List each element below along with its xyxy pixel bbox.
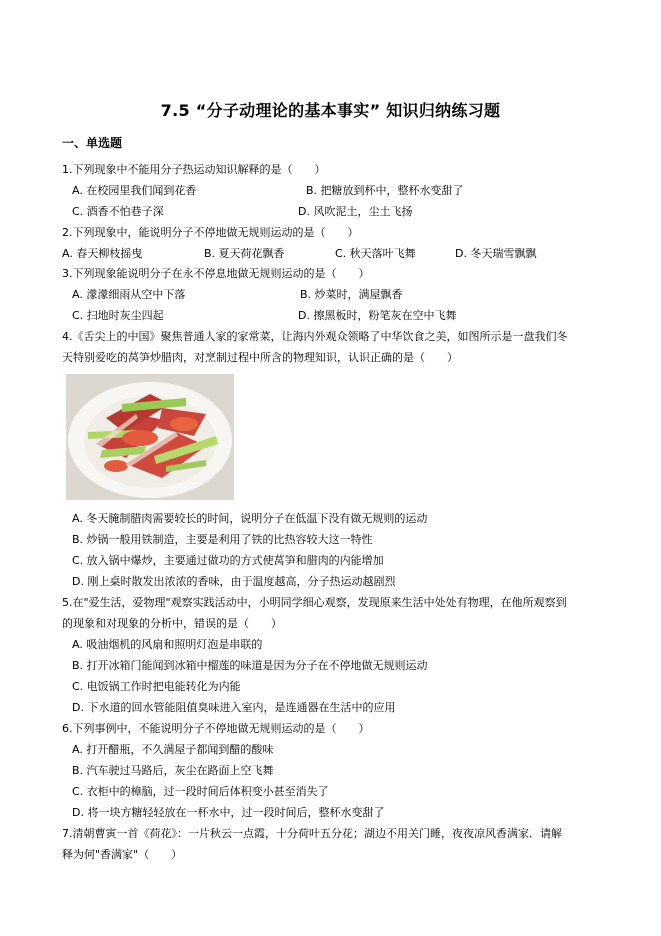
question-4-option-c: C. 放入锅中爆炒，主要通过做功的方式使莴笋和腊肉的内能增加 <box>72 554 384 567</box>
question-6-option-d: D. 将一块方糖轻轻放在一杯水中，过一段时间后，整杯水变甜了 <box>72 806 385 819</box>
question-4-option-a: A. 冬天腌制腊肉需要较长的时间，说明分子在低温下没有做无规则的运动 <box>72 512 428 525</box>
page-title: 7.5 “分子动理论的基本事实” 知识归纳练习题 <box>160 101 501 120</box>
question-4-stem-line-1: 4.《舌尖上的中国》聚焦普通人家的家常菜，让海内外观众领略了中华饮食之美，如图所示是一盘我们冬 <box>62 330 568 343</box>
question-1-stem: 1.下列现象中不能用分子热运动知识解释的是（ ） <box>62 163 326 176</box>
section-heading: 一、单选题 <box>62 136 123 150</box>
question-5-option-c: C. 电饭锅工作时把电能转化为内能 <box>72 680 241 693</box>
question-5-stem-line-1: 5.在"爱生活，爱物理"观察实践活动中，小明同学细心观察，发现原来生活中处处有物理，在他所观察到 <box>62 596 567 609</box>
question-6-option-b: B. 汽车驶过马路后，灰尘在路面上空飞舞 <box>72 764 274 777</box>
question-2-option-d: D. 冬天瑞雪飘飘 <box>455 247 537 260</box>
question-4-option-b: B. 炒锅一般用铁制造，主要是利用了铁的比热容较大这一特性 <box>72 533 373 546</box>
question-7-stem-line-2: 释为何"香满家"（ ） <box>62 848 183 861</box>
question-6-option-c: C. 衣柜中的樟脑，过一段时间后体积变小甚至消失了 <box>72 785 329 798</box>
question-3-option-a: A. 濛濛细雨从空中下落 <box>72 288 186 301</box>
question-2-option-b: B. 夏天荷花飘香 <box>204 247 285 260</box>
question-2-option-a: A. 春天柳枝摇曳 <box>62 247 143 260</box>
question-2-stem: 2.下列现象中，能说明分子不停地做无规则运动的是（ ） <box>62 226 359 239</box>
question-1-option-a: A. 在校园里我们闻到花香 <box>72 184 197 197</box>
question-6-option-a: A. 打开醋瓶，不久满屋子都闻到醋的酸味 <box>72 743 274 756</box>
question-6-stem: 6.下列事例中，不能说明分子不停地做无规则运动的是（ ） <box>62 722 370 735</box>
question-4-option-d: D. 刚上桌时散发出浓浓的香味，由于温度越高，分子热运动越剧烈 <box>72 575 396 588</box>
question-1-option-b: B. 把糖放到杯中，整杯水变甜了 <box>306 184 464 197</box>
question-3-option-c: C. 扫地时灰尘四起 <box>72 309 164 322</box>
question-5-option-d: D. 下水道的回水管能阻值臭味进入室内，是连通器在生活中的应用 <box>72 701 396 714</box>
question-3-option-b: B. 炒菜时，满屋飘香 <box>300 288 403 301</box>
question-1-option-d: D. 风吹泥土，尘土飞扬 <box>298 205 413 218</box>
stir-fried-bacon-photo <box>66 374 234 500</box>
question-5-option-a: A. 吸油烟机的风扇和照明灯泡是串联的 <box>72 638 263 651</box>
question-7-stem-line-1: 7.清朝曹寅一首《荷花》：一片秋云一点霞，十分荷叶五分花；湖边不用关门睡，夜夜凉风香满家．请解 <box>62 827 562 840</box>
question-4-stem-line-2: 天特别爱吃的莴笋炒腊肉，对烹制过程中所含的物理知识，认识正确的是（ ） <box>62 351 458 364</box>
question-3-option-d: D. 擦黑板时，粉笔灰在空中飞舞 <box>298 309 457 322</box>
question-2-option-c: C. 秋天落叶飞舞 <box>335 247 416 260</box>
question-5-option-b: B. 打开冰箱门能闻到冰箱中榴莲的味道是因为分子在不停地做无规则运动 <box>72 659 428 672</box>
question-1-option-c: C. 酒香不怕巷子深 <box>72 205 164 218</box>
question-5-stem-line-2: 的现象和对现象的分析中，错误的是（ ） <box>62 617 282 630</box>
question-3-stem: 3.下列现象能说明分子在永不停息地做无规则运动的是（ ） <box>62 267 370 280</box>
